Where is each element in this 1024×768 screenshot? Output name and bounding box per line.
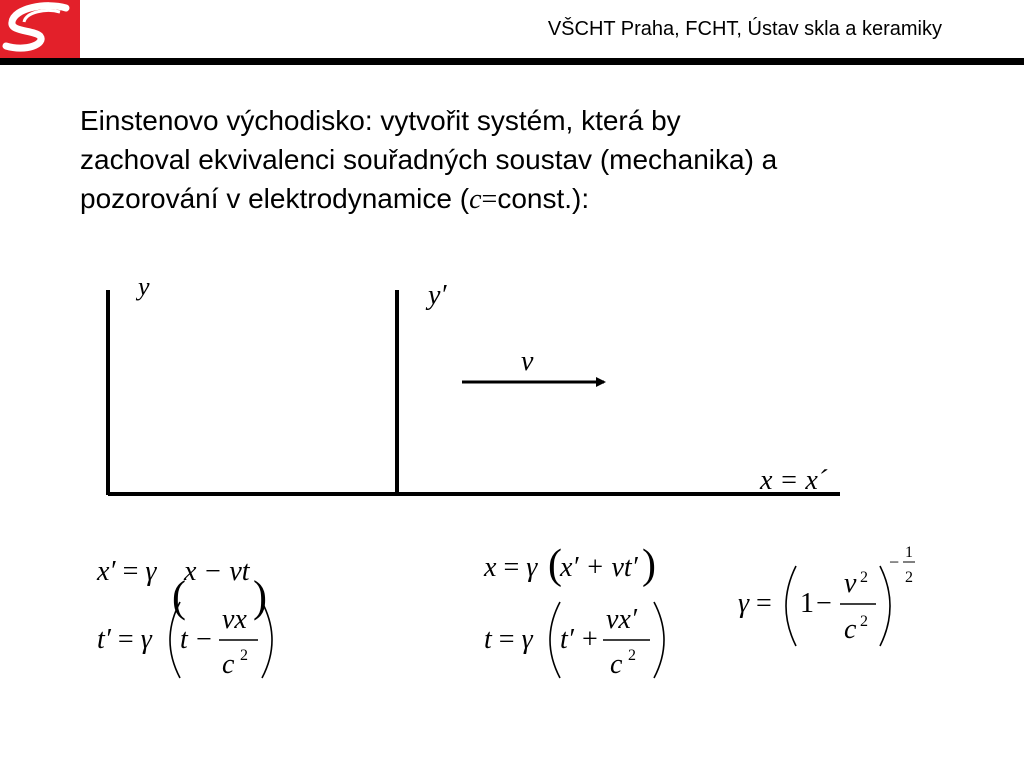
plus-sign: + bbox=[582, 624, 598, 655]
equals: = bbox=[117, 624, 141, 655]
equals: = bbox=[756, 588, 772, 619]
intro-line-3-start: pozorování v elektrodynamice ( bbox=[80, 183, 470, 214]
paren-open: ( bbox=[548, 542, 562, 588]
exponent-denominator: 2 bbox=[905, 569, 913, 586]
big-paren-close bbox=[880, 566, 890, 646]
y-axis-label: y bbox=[138, 272, 150, 301]
gamma-symbol: γ bbox=[140, 624, 152, 655]
big-paren-close bbox=[654, 602, 664, 678]
x-lhs: x bbox=[484, 552, 497, 583]
fraction-denominator: c bbox=[844, 614, 857, 645]
paren-open: ( bbox=[172, 573, 186, 622]
gamma-symbol: γ bbox=[526, 552, 538, 583]
fraction-numerator: v bbox=[844, 568, 857, 599]
fraction-numerator: vx bbox=[222, 604, 247, 635]
x-prime-rhs: x − vt bbox=[184, 556, 250, 587]
equals: = bbox=[498, 624, 522, 655]
equals: = bbox=[122, 556, 146, 587]
svg-text:γ = bbox=[738, 588, 772, 619]
paren-close: ) bbox=[252, 573, 267, 622]
svg-text:x′ = γ bbox=[96, 556, 157, 587]
big-paren-open bbox=[786, 566, 796, 646]
exponent-2: 2 bbox=[240, 647, 248, 664]
big-paren-open bbox=[550, 602, 560, 678]
svg-text:t = γ bbox=[484, 624, 534, 655]
gamma-lhs: γ bbox=[738, 588, 750, 619]
svg-text:t′ = γ bbox=[97, 624, 153, 655]
exponent-minus: − bbox=[889, 552, 900, 572]
equals: = bbox=[503, 552, 527, 583]
t-term: t bbox=[180, 624, 188, 655]
t-prime-term: t′ bbox=[560, 624, 574, 655]
gamma-symbol: γ bbox=[521, 624, 533, 655]
t-lhs: t bbox=[484, 624, 492, 655]
t-prime-lhs: t′ bbox=[97, 624, 111, 655]
velocity-label: v bbox=[521, 346, 534, 377]
x-prime-lhs: x′ bbox=[97, 556, 116, 587]
fraction-denominator: c bbox=[222, 649, 235, 680]
exponent-numerator: 1 bbox=[905, 544, 913, 561]
exponent-2: 2 bbox=[860, 613, 868, 630]
x-rhs: x′ + vt′ bbox=[560, 552, 638, 583]
x-axis-label: x = x´ bbox=[760, 465, 828, 496]
equals-sign: = bbox=[481, 184, 498, 215]
equation-x bbox=[483, 542, 656, 588]
gamma-symbol: γ bbox=[145, 556, 157, 587]
minus-sign: − bbox=[196, 624, 212, 655]
intro-line-2: zachoval ekvivalenci souřadných soustav (mechanika) a bbox=[80, 144, 778, 175]
exponent-2: 2 bbox=[628, 647, 636, 664]
c-variable: c bbox=[469, 184, 482, 215]
fraction-numerator: vx′ bbox=[606, 604, 637, 635]
intro-line-3-end: const.): bbox=[497, 183, 590, 214]
header-institution: VŠCHT Praha, FCHT, Ústav skla a keramiky bbox=[547, 18, 942, 40]
equation-t bbox=[484, 602, 664, 680]
one-term: 1 bbox=[800, 588, 814, 619]
svg-text:x = γ bbox=[483, 552, 538, 583]
fraction-denominator: c bbox=[610, 649, 623, 680]
exponent-2: 2 bbox=[860, 569, 868, 586]
y-prime-axis-label: y′ bbox=[428, 280, 447, 311]
intro-line-1: Einstenovo východisko: vytvořit systém, která by bbox=[80, 105, 681, 136]
paren-close: ) bbox=[642, 542, 656, 588]
minus-sign: − bbox=[816, 588, 832, 619]
equation-gamma-definition bbox=[738, 544, 915, 646]
